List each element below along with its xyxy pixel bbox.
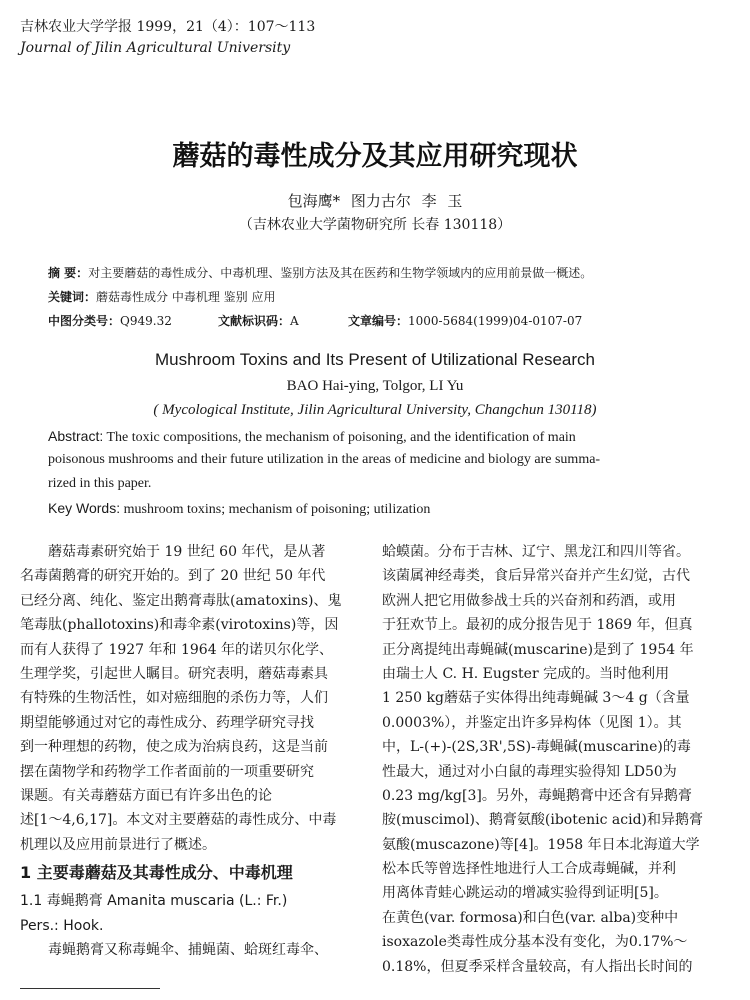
keywords-en-label: Key Words: <box>48 500 121 516</box>
doc-code <box>218 312 299 329</box>
body-line: 期望能够通过对它的毒性成分、药理学研究寻找 <box>20 714 314 731</box>
body-line: 蘑菇毒素研究始于 19 世纪 60 年代，是从著 <box>20 544 326 560</box>
keywords-cn <box>48 288 275 305</box>
body-line: 由瑞士人 C. H. Eugster 完成的。当时他利用 <box>382 665 670 682</box>
body-line: 笔毒肽(phallotoxins)和毒伞素(virotoxins)等，因 <box>20 617 339 634</box>
keywords-cn-text: 蘑菇毒性成分 中毒机理 鉴别 应用 <box>96 290 276 304</box>
affiliation: （吉林农业大学菌物研究所 长春 130118） <box>238 217 512 233</box>
keywords-cn-label: 关键词： <box>48 290 97 304</box>
classification-line <box>48 312 708 330</box>
body-line: 该菌属神经毒类，食后异常兴奋并产生幻觉，古代 <box>382 568 690 585</box>
body-line: 名毒菌鹅膏的研究开始的。到了 20 世纪 50 年代 <box>20 568 326 585</box>
keywords-en <box>48 500 430 518</box>
body-line: isoxazole类毒性成分基本没有变化，为0.17%～ <box>382 934 688 951</box>
body-line: 生理学奖，引起世人瞩目。研究表明，蘑菇毒素具 <box>20 665 328 682</box>
body-line: 1 250 kg蘑菇子实体得出纯毒蝇碱 3～4 g（含量 <box>382 690 690 707</box>
body-line: 性最大，通过对小白鼠的毒理实验得知 LD50为 <box>382 763 677 780</box>
body-line: 欧洲人把它用做参战士兵的兴奋剂和药酒，或用 <box>382 592 676 609</box>
keywords-en-text: mushroom toxins; mechanism of poisoning; utilization <box>123 502 431 517</box>
body-line: 摆在菌物学和药物学工作者面前的一项重要研究 <box>20 763 314 780</box>
paper-title: 蘑菇的毒性成分及其应用研究现状 <box>172 141 578 172</box>
abstract-cn <box>48 264 592 281</box>
abstract-en-line: rized in this paper. <box>48 476 152 491</box>
body-line: 述[1～4,6,17]。本文对主要蘑菇的毒性成分、中毒 <box>20 812 337 829</box>
clc-code <box>48 312 172 329</box>
body-line: 用离体青蛙心跳运动的增减实验得到证明[5]。 <box>382 885 668 902</box>
body-line: 氨酸(muscazone)等[4]。1958 年日本北海道大学 <box>382 836 700 853</box>
body-line: 蛤蟆菌。分布于吉林、辽宁、黑龙江和四川等省。 <box>382 544 690 560</box>
body-line: 毒蝇鹅膏又称毒蝇伞、捕蝇菌、蛤斑红毒伞、 <box>20 942 328 959</box>
doc-value: A <box>290 314 299 328</box>
body-line: 松本氏等曾选择性地进行人工合成毒蝇碱，并利 <box>382 861 676 878</box>
abstract-en-line <box>48 428 576 446</box>
subsection-heading: Pers.: Hook. <box>20 917 104 934</box>
section-heading: 1 主要毒蘑菇及其毒性成分、中毒机理 <box>20 863 293 883</box>
english-authors: BAO Hai-ying, Tolgor, LI Yu <box>286 378 464 394</box>
body-line: 在黄色(var. formosa)和白色(var. alba)变种中 <box>382 909 679 926</box>
doc-label: 文献标识码： <box>218 314 291 328</box>
body-line: 0.18%，但夏季采样含量较高，有人指出长时间的 <box>382 958 693 975</box>
body-line: 中，L-(+)-(2S,3R',5S)-毒蝇碱(muscarine)的毒 <box>382 739 691 756</box>
abstract-cn-label: 摘 要： <box>48 266 89 280</box>
clc-value: Q949.32 <box>120 314 172 328</box>
body-line: 0.0003%），并鉴定出许多异构体（见图 1）。其 <box>382 714 682 731</box>
body-line: 0.23 mg/kg[3]。另外，毒蝇鹅膏中还含有异鹅膏 <box>382 787 692 804</box>
article-label: 文章编号： <box>348 314 409 328</box>
body-line: 课题。有关毒蘑菇方面已有许多出色的论 <box>20 787 272 804</box>
body-line: 正分离提纯出毒蝇碱(muscarine)是到了 1954 年 <box>382 641 694 658</box>
english-affiliation: ( Mycological Institute, Jilin Agricultural University, Changchun 130118) <box>153 402 597 418</box>
subsection-heading: 1.1 毒蝇鹅膏 Amanita muscaria (L.: Fr.) <box>20 893 288 910</box>
body-left-column <box>20 540 360 963</box>
article-value: 1000-5684(1999)04-0107-07 <box>408 314 583 328</box>
journal-header: 吉林农业大学学报 1999，21（4）：107～113 <box>20 19 316 35</box>
body-line: 胺(muscimol)、鹅膏氨酸(ibotenic acid)和异鹅膏 <box>382 812 704 829</box>
body-line: 而有人获得了 1927 年和 1964 年的诺贝尔化学、 <box>20 641 334 658</box>
body-line: 于狂欢节上。最初的成分报告见于 1869 年，但真 <box>382 617 693 634</box>
abstract-cn-text: 对主要蘑菇的毒性成分、中毒机理、鉴别方法及其在医药和生物学领域内的应用前景做一概述。 <box>88 266 593 280</box>
body-line: 已经分离、纯化、鉴定出鹅膏毒肽(amatoxins)、鬼 <box>20 592 342 609</box>
body-line: 到一种理想的药物，使之成为治病良药，这是当前 <box>20 739 328 756</box>
body-right-column <box>382 540 722 979</box>
body-line: 机理以及应用前景进行了概述。 <box>20 836 216 853</box>
abstract-en-label: Abstract: <box>48 428 104 444</box>
article-number <box>348 312 582 329</box>
abstract-en-line: poisonous mushrooms and their future utilization in the areas of medicine and biology are summa- <box>48 452 601 467</box>
abstract-en-text: The toxic compositions, the mechanism of poisoning, and the identification of main <box>106 430 576 445</box>
english-title: Mushroom Toxins and Its Present of Utilizational Research <box>155 350 595 369</box>
authors: 包海鹰* 图力古尔 李 玉 <box>287 192 463 210</box>
footnote-rule <box>20 988 160 989</box>
body-line: 有特殊的生物活性，如对癌细胞的杀伤力等，人们 <box>20 690 328 707</box>
journal-header-en: Journal of Jilin Agricultural University <box>20 40 291 56</box>
clc-label: 中图分类号： <box>48 314 121 328</box>
